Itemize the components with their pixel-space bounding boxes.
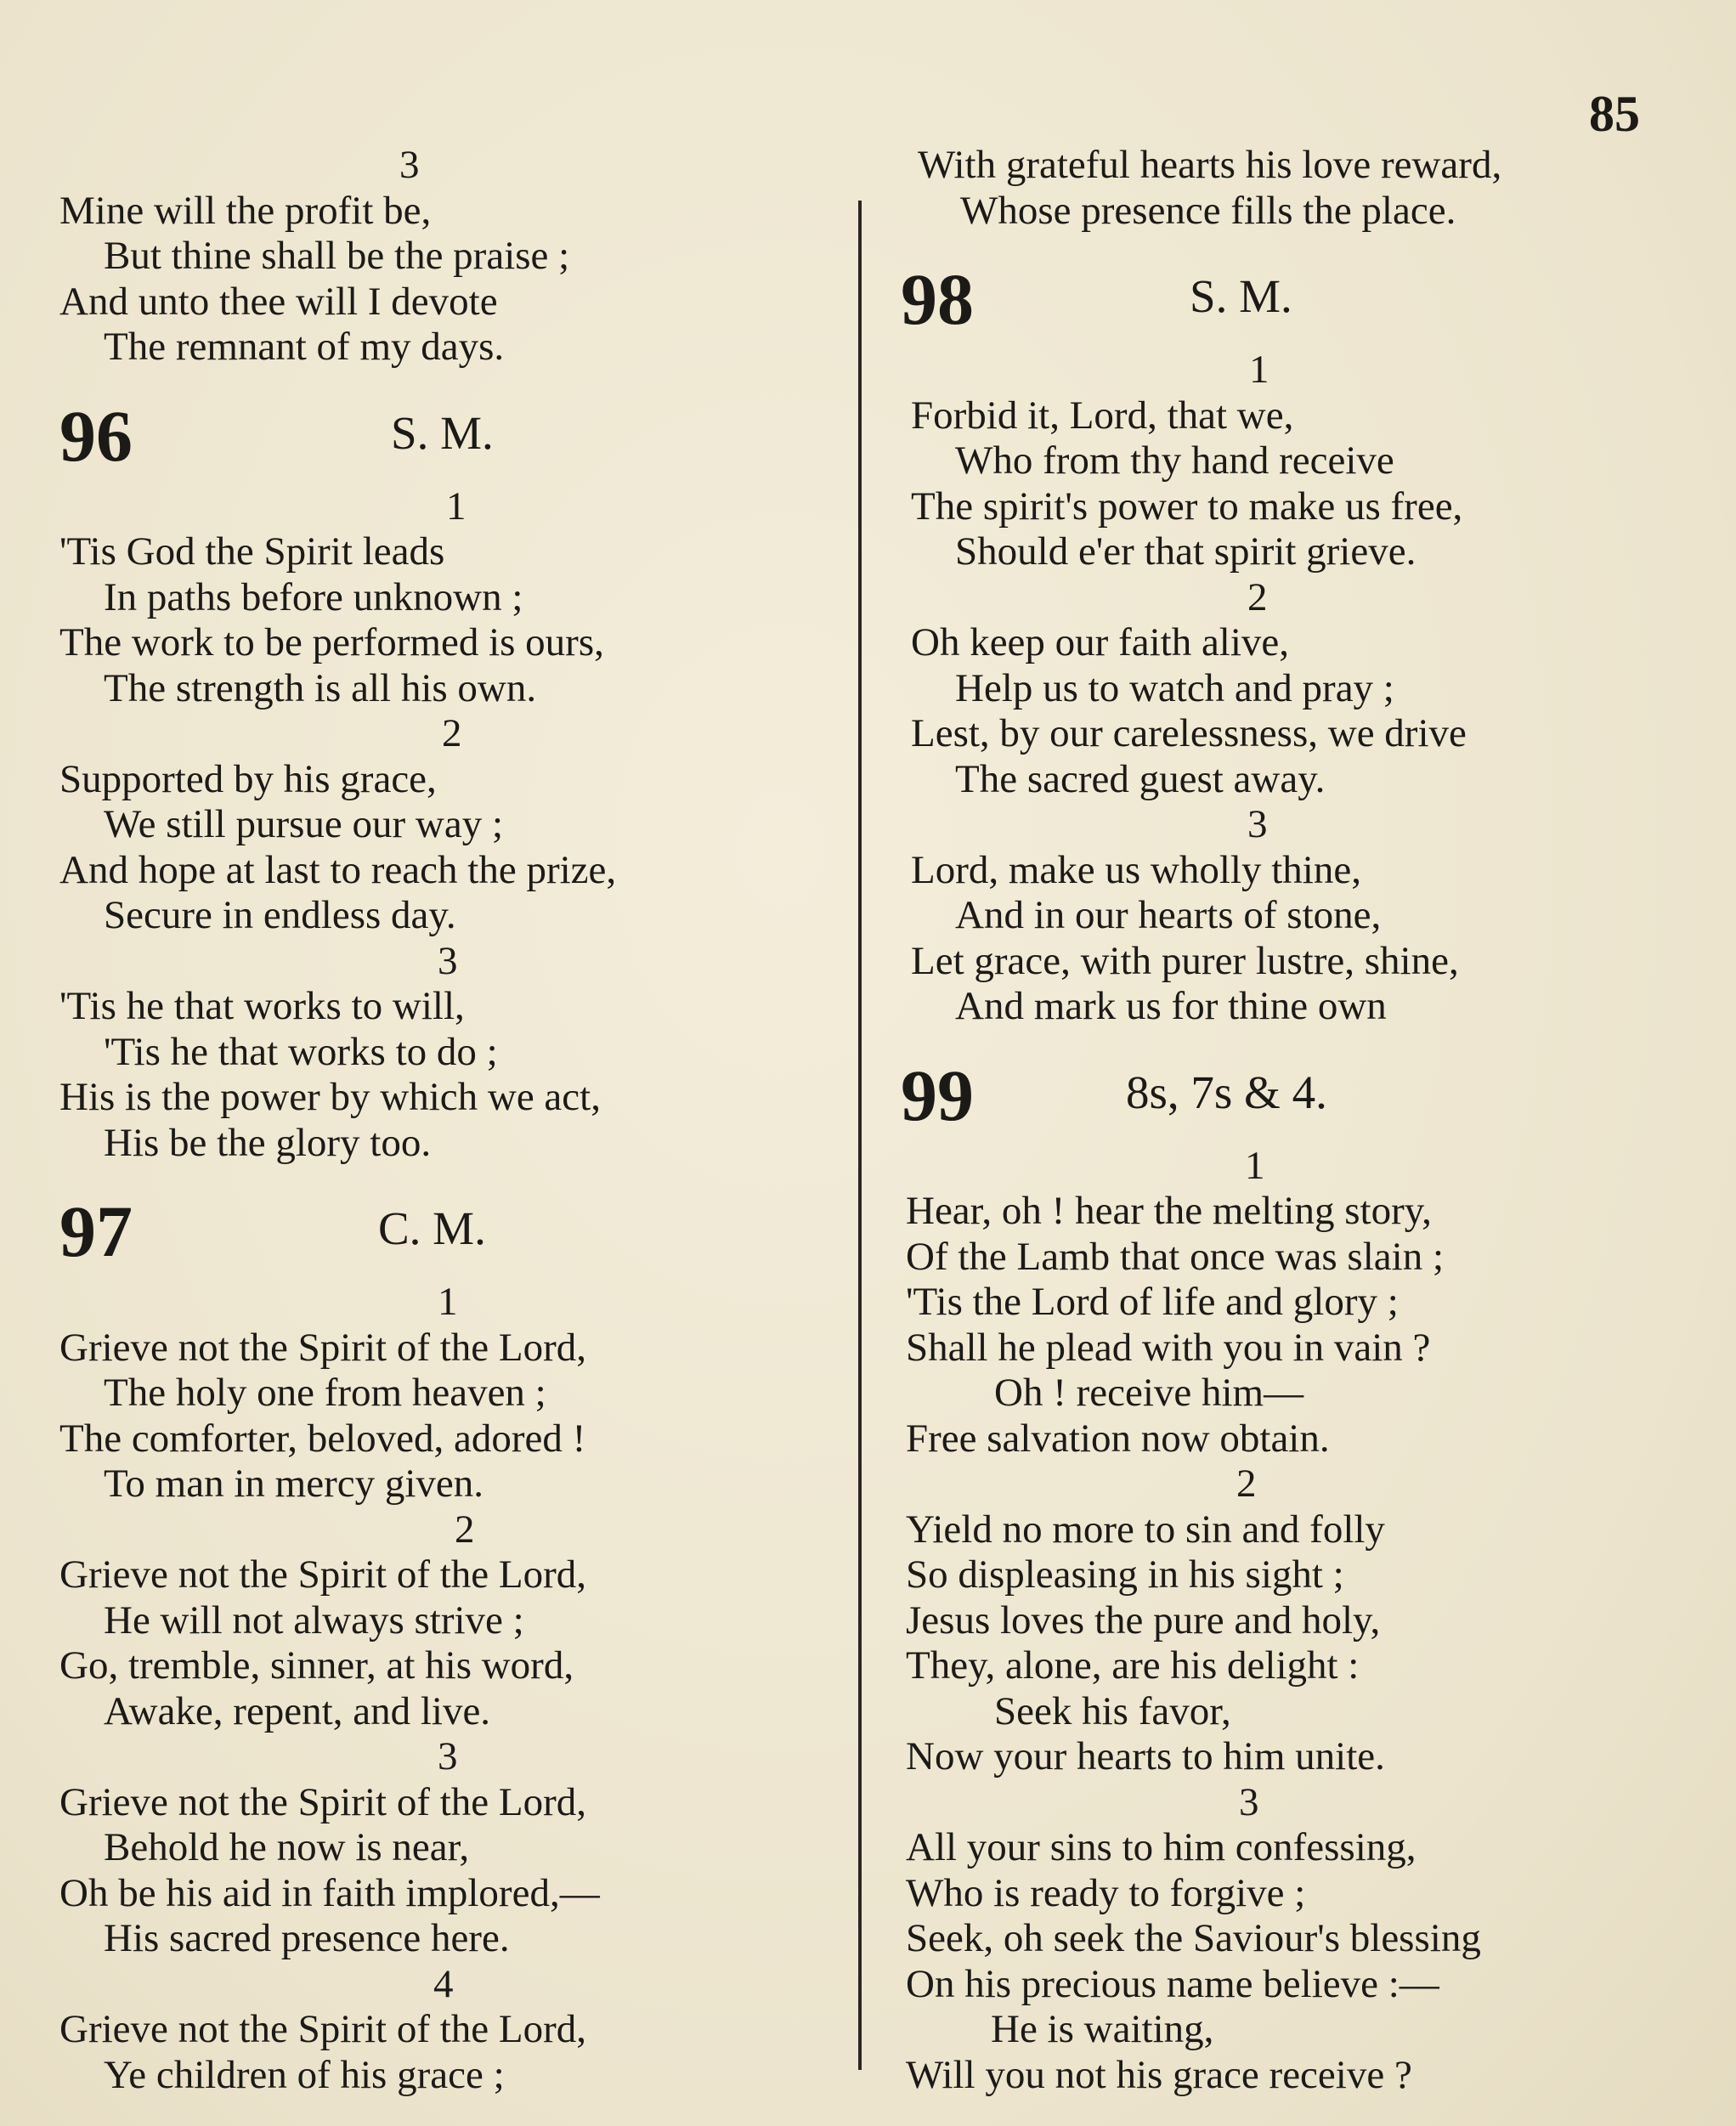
hymn-number: 99 bbox=[901, 1054, 974, 1136]
hymn-line: Oh be his aid in faith implored,— bbox=[59, 1870, 600, 1915]
verse-number: 3 bbox=[1239, 1779, 1259, 1824]
hymn-meter: 8s, 7s & 4. bbox=[1126, 1066, 1327, 1118]
hymn-line: Hear, oh ! hear the melting story, bbox=[906, 1189, 1432, 1233]
hymn-line: Grieve not the Spirit of the Lord, bbox=[59, 1552, 586, 1597]
verse-number: 3 bbox=[438, 1734, 458, 1778]
hymn-98-header bbox=[901, 254, 1665, 348]
hymn-line: Ye children of his grace ; bbox=[104, 2052, 505, 2097]
verse-number: 1 bbox=[438, 1280, 458, 1324]
verse-number: 3 bbox=[1247, 802, 1268, 846]
hymn-line: And mark us for thine own bbox=[955, 984, 1387, 1028]
hymn-line: He will not always strive ; bbox=[104, 1597, 524, 1643]
hymn-line: To man in mercy given. bbox=[104, 1462, 484, 1506]
hymn-line: His be the glory too. bbox=[104, 1120, 432, 1165]
hymn-line: Oh keep our faith alive, bbox=[911, 620, 1290, 664]
hymn-line: Should e'er that spirit grieve. bbox=[955, 529, 1417, 574]
hymn-line: All your sins to him confessing, bbox=[906, 1825, 1417, 1869]
hymn-line: And unto thee will I devote bbox=[59, 279, 498, 324]
verse-number: 1 bbox=[1245, 1143, 1265, 1188]
hymn-line: Mine will the profit be, bbox=[59, 188, 432, 233]
hymn-line: Seek his favor, bbox=[994, 1688, 1231, 1733]
hymn-line: Will you not his grace receive ? bbox=[906, 2052, 1412, 2097]
page-number: 85 bbox=[1589, 86, 1640, 142]
hymn-meter: S. M. bbox=[391, 406, 494, 459]
verse-number: 3 bbox=[438, 938, 458, 983]
hymn-line: Behold he now is near, bbox=[104, 1825, 470, 1869]
hymn-line: Grieve not the Spirit of the Lord, bbox=[59, 1779, 586, 1824]
hymn-line: The comforter, beloved, adored ! bbox=[59, 1416, 586, 1461]
hymn-line: Yield no more to sin and folly bbox=[906, 1507, 1385, 1552]
hymn-99-header bbox=[901, 1050, 1665, 1144]
hymn-number: 97 bbox=[59, 1190, 133, 1272]
hymn-line: Free salvation now obtain. bbox=[906, 1416, 1330, 1461]
hymn-number: 96 bbox=[59, 394, 133, 477]
hymn-line: Seek, oh seek the Saviour's blessing bbox=[906, 1916, 1481, 1960]
hymn-line: On his precious name believe :— bbox=[906, 1961, 1439, 2006]
hymn-line: The sacred guest away. bbox=[955, 756, 1326, 801]
hymn-line: 'Tis the Lord of life and glory ; bbox=[906, 1280, 1399, 1324]
column-divider bbox=[858, 201, 862, 2070]
hymn-line: The remnant of my days. bbox=[104, 325, 505, 369]
left-column bbox=[59, 143, 824, 2098]
hymn-line: The holy one from heaven ; bbox=[104, 1371, 546, 1415]
hymn-line: The strength is all his own. bbox=[104, 665, 537, 710]
hymn-number: 98 bbox=[901, 258, 974, 340]
hymn-line: So displeasing in his sight ; bbox=[906, 1552, 1344, 1597]
hymn-line: But thine shall be the praise ; bbox=[104, 234, 570, 278]
hymn-line: They, alone, are his delight : bbox=[906, 1643, 1360, 1688]
hymn-line: 'Tis he that works to will, bbox=[59, 984, 465, 1028]
hymn-line: Shall he plead with you in vain ? bbox=[906, 1325, 1431, 1370]
hymn-line: We still pursue our way ; bbox=[104, 802, 504, 846]
hymn-line: Supported by his grace, bbox=[59, 756, 437, 801]
verse-number: 3 bbox=[399, 143, 420, 187]
verse-number: 4 bbox=[433, 1961, 454, 2006]
verse-number: 2 bbox=[442, 711, 462, 755]
hymn-line: Now your hearts to him unite. bbox=[906, 1734, 1385, 1778]
hymn-line: Secure in endless day. bbox=[104, 893, 456, 937]
hymn-line: The spirit's power to make us free, bbox=[911, 483, 1463, 529]
hymn-line: Help us to watch and pray ; bbox=[955, 665, 1394, 710]
hymn-line: With grateful hearts his love reward, bbox=[918, 143, 1502, 187]
hymn-line: Lord, make us wholly thine, bbox=[911, 847, 1361, 892]
hymn-line: His is the power by which we act, bbox=[59, 1075, 601, 1119]
hymn-line: The work to be performed is ours, bbox=[59, 620, 604, 664]
hymn-line: 'Tis God the Spirit leads bbox=[59, 529, 445, 574]
hymn-line: Grieve not the Spirit of the Lord, bbox=[59, 2007, 586, 2051]
hymn-line: And hope at last to reach the prize, bbox=[59, 847, 617, 892]
verse-number: 1 bbox=[446, 483, 467, 529]
hymn-line: His sacred presence here. bbox=[104, 1916, 510, 1960]
hymn-line: Jesus loves the pure and holy, bbox=[906, 1597, 1381, 1643]
hymn-line: Grieve not the Spirit of the Lord, bbox=[59, 1325, 586, 1370]
hymn-line: Lest, by our carelessness, we drive bbox=[911, 711, 1467, 755]
verse-number: 2 bbox=[1236, 1462, 1257, 1506]
hymn-meter: C. M. bbox=[378, 1202, 486, 1254]
verse-number: 2 bbox=[1247, 574, 1268, 619]
verse-number: 1 bbox=[1249, 348, 1269, 392]
hymn-line: Whose presence fills the place. bbox=[960, 188, 1456, 233]
hymn-line: Who from thy hand receive bbox=[955, 438, 1394, 483]
hymn-line: In paths before unknown ; bbox=[104, 574, 523, 619]
hymn-line: Awake, repent, and live. bbox=[104, 1688, 491, 1733]
hymn-line: 'Tis he that works to do ; bbox=[104, 1029, 498, 1074]
hymn-line: Of the Lamb that once was slain ; bbox=[906, 1234, 1445, 1279]
hymn-line: He is waiting, bbox=[991, 2007, 1214, 2051]
hymn-meter: S. M. bbox=[1190, 270, 1292, 322]
hymn-line: Forbid it, Lord, that we, bbox=[911, 393, 1294, 438]
hymn-line: Go, tremble, sinner, at his word, bbox=[59, 1643, 574, 1688]
verse-number: 2 bbox=[455, 1507, 475, 1552]
hymn-line: Who is ready to forgive ; bbox=[906, 1870, 1306, 1915]
hymn-97-header bbox=[59, 1186, 824, 1280]
hymn-line: Oh ! receive him— bbox=[994, 1371, 1304, 1415]
right-column bbox=[901, 143, 1665, 2098]
hymn-line: And in our hearts of stone, bbox=[955, 893, 1382, 937]
hymn-96-header bbox=[59, 391, 824, 484]
hymn-line: Let grace, with purer lustre, shine, bbox=[911, 938, 1459, 983]
